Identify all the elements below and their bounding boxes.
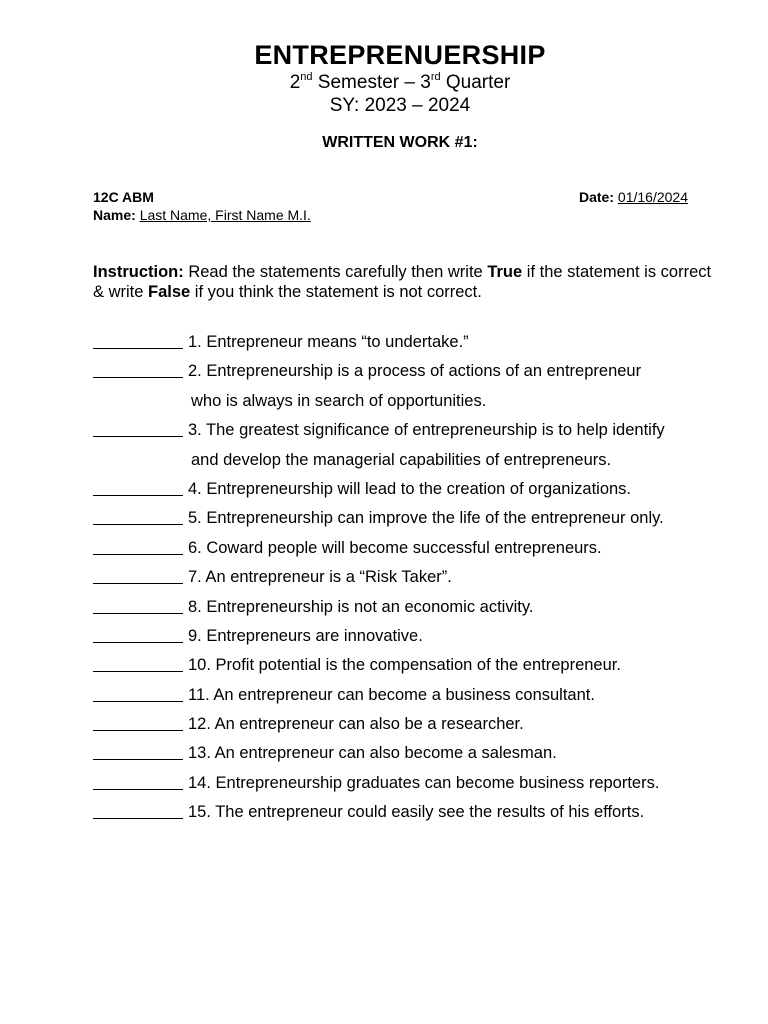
question-item [93, 683, 733, 712]
name-label: Name: [93, 207, 136, 223]
answer-blank[interactable] [93, 595, 183, 614]
question-text: 13. An entrepreneur can also become a salesman. [188, 744, 557, 763]
semester-line [0, 72, 768, 94]
quarter-text: Quarter [440, 72, 511, 93]
question-item [93, 653, 733, 682]
answer-blank[interactable] [93, 653, 183, 672]
instruction-text-3: if you think the statement is not correct. [190, 283, 482, 301]
question-list [93, 330, 733, 830]
answer-blank[interactable] [93, 330, 183, 349]
answer-blank[interactable] [93, 624, 183, 643]
question-text: 1. Entrepreneur means “to undertake.” [188, 333, 469, 351]
question-text: 10. Profit potential is the compensation of the entrepreneur. [188, 656, 621, 675]
question-text: 14. Entrepreneurship graduates can become business reporters. [188, 773, 660, 792]
question-item [93, 595, 733, 624]
semester-ordinal: nd [300, 71, 313, 83]
question-item [93, 712, 733, 741]
semester-text: Semester – 3 [312, 72, 431, 93]
question-item [93, 741, 733, 770]
question-text: 5. Entrepreneurship can improve the life of the entrepreneur only. [188, 509, 664, 528]
date-line [579, 189, 688, 205]
answer-blank[interactable] [93, 477, 183, 496]
question-text: 3. The greatest significance of entrepreneurship is to help identify [188, 421, 665, 440]
instruction-text-2: if the statement is correct & write [93, 263, 712, 301]
name-value: Last Name, First Name M.I. [139, 207, 311, 223]
answer-blank[interactable] [93, 741, 183, 760]
question-text: 9. Entrepreneurs are innovative. [188, 626, 423, 645]
question-item [93, 477, 733, 506]
question-continuation: who is always in search of opportunities. [191, 391, 487, 410]
question-text: 11. An entrepreneur can become a business consultant. [188, 685, 595, 704]
question-item [93, 359, 733, 388]
answer-blank[interactable] [93, 359, 183, 378]
question-text: 8. Entrepreneurship is not an economic activity. [188, 597, 534, 616]
date-value: 01/16/2024 [617, 189, 688, 205]
question-item [93, 418, 733, 447]
answer-blank[interactable] [93, 565, 183, 584]
question-continuation: and develop the managerial capabilities of entrepreneurs. [191, 450, 612, 469]
answer-blank[interactable] [93, 506, 183, 525]
semester-number: 2 [289, 72, 301, 93]
answer-blank[interactable] [93, 418, 183, 437]
section-label: 12C ABM [93, 189, 154, 205]
question-item [93, 624, 733, 653]
true-word: True [487, 263, 523, 281]
question-item [93, 771, 733, 800]
student-name-line [93, 207, 311, 223]
answer-blank[interactable] [93, 771, 183, 790]
question-text: 4. Entrepreneurship will lead to the creation of organizations. [188, 479, 632, 498]
answer-blank[interactable] [93, 683, 183, 702]
instruction-label: Instruction: [93, 263, 184, 281]
page-title: ENTREPRENUERSHIP [254, 40, 546, 70]
answer-blank[interactable] [93, 536, 183, 555]
question-item [93, 506, 733, 535]
question-item [93, 536, 733, 565]
question-item [93, 800, 733, 829]
question-text: 6. Coward people will become successful entrepreneurs. [188, 538, 602, 557]
school-year: SY: 2023 – 2024 [329, 95, 471, 116]
question-text: 15. The entrepreneur could easily see the results of his efforts. [188, 803, 645, 822]
answer-blank[interactable] [93, 712, 183, 731]
quarter-ordinal: rd [430, 71, 441, 83]
date-label: Date: [579, 189, 615, 205]
question-text: 7. An entrepreneur is a “Risk Taker”. [188, 568, 452, 587]
question-text: 2. Entrepreneurship is a process of actions of an entrepreneur [188, 362, 642, 381]
instruction-paragraph [93, 262, 723, 302]
instruction-text-1: Read the statements carefully then write [183, 263, 488, 281]
question-item [93, 330, 733, 359]
question-item [93, 565, 733, 594]
written-work-title: WRITTEN WORK #1: [322, 134, 478, 151]
question-text: 12. An entrepreneur can also be a researcher. [188, 715, 524, 734]
answer-blank[interactable] [93, 800, 183, 819]
false-word: False [148, 283, 191, 301]
